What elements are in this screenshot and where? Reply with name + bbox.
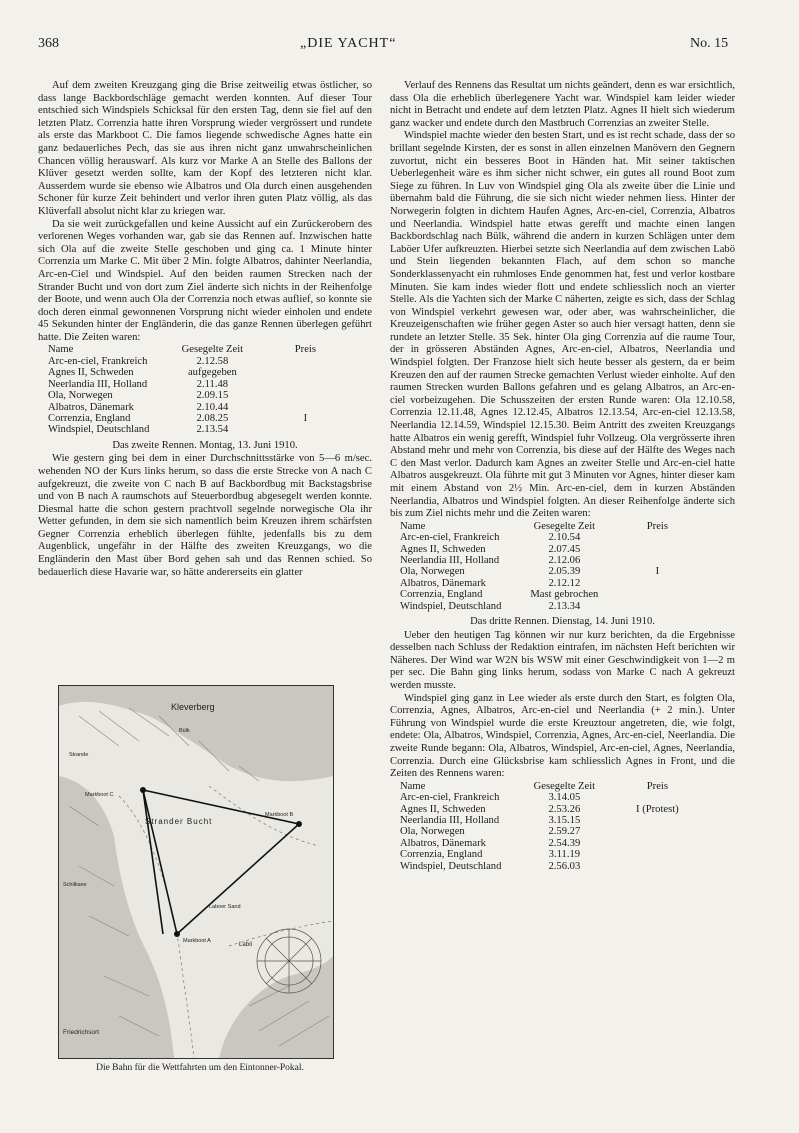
map-label: Strander Bucht [145,817,213,826]
table-cell: I [303,412,308,424]
table-header-row [44,344,339,355]
table-row [396,792,691,803]
paragraph: Wie gestern ging bei dem in einer Durchschnittsstärke von 5—6 m/sec. wehenden NO der Kurs links herum, so dass die erste Strecke von A nach C aufgekreuzt, die zweite von C nach B auf Backbordbug mit Backstagsbrise und von B nach A raumschots auf Steuerbordbug abgesegelt werden konnte. Diesmal hatte die schon gestern prachtvoll segelnde norwegische Ola ihr Wetter gefunden, in dem sie sich namentlich beim Kreuzen ihrem schärfsten Gegner Correnzia erheblich überlegen fühlte, jedenfalls bis zu dem Augenblick, ungefähr in der Hälfte des zweiten Kreuzgangs, wo die Engländerin den Mast über Bord gehen sah und das Rennen schied. So bedauerlich diese Havarie war, so hätte andererseits ein glatter [38,453,372,578]
table-cell: 3.14.05 [548,792,581,804]
table-cell: 2.12.06 [548,555,581,566]
table-row [44,413,339,424]
table-cell [623,815,691,826]
table-cell [623,555,691,566]
table-cell [623,838,691,849]
map-label: Kleverberg [171,702,215,712]
table-row [396,838,691,849]
results-table-1 [44,344,339,435]
table-cell [623,601,691,612]
table-cell: Agnes II, Schweden [48,367,134,379]
table-cell: Correnzia, England [400,849,483,861]
table-cell [271,367,339,378]
table-cell: Windspiel, Deutschland [400,600,502,612]
map-label: Bülk [179,728,190,734]
right-column [390,80,735,875]
table-row [396,826,691,837]
table-row [44,402,339,413]
map-label: Labö [239,942,253,948]
table-cell [623,826,691,837]
table-row [396,555,691,566]
table-row [44,379,339,390]
land-east [219,956,333,1058]
paragraph: Ueber den heutigen Tag können wir nur kurz berichten, da die Ergebnisse desselben nach Schluss der Redaktion eintrafen, im nächsten Heft berichten wir Näheres. Der Wind war W2N bis WSW mit einer Geschwindigkeit von 1—2 m per sec. Die Bahn ging links herum, sodass von Marke C nach A gekreuzt werden musste. [390,629,735,691]
table-cell: Windspiel, Deutschland [400,860,502,872]
section-heading: Das zweite Rennen. Montag, 13. Juni 1910. [112,439,298,451]
table-row [44,424,339,435]
table-header-row [396,521,691,532]
land-north [59,686,333,781]
paragraph: Windspiel ging ganz in Lee wieder als erste durch den Start, es folgten Ola, Correnzia, Agnes, Albatros, Arc-en-ciel und Neerlandia (+ 2 min.). Unter Führung von Windspiel wurde die erste Kreuztour angetreten, die, wie folgt, endete: Ola, Albatros, Windspiel, Correnzia, Agnes, Arc-en-ciel, Neerlandia. Die zweite Runde begann: Ola, Albatros, Windspiel, Arc-en-ciel, Agnes, Neerlandia, Correnzia. Durch eine Glücksbrise kam schliesslich Agnes in Front, und die Zeiten des Rennens waren: [390,692,735,780]
table-cell [271,356,339,367]
table-cell: Arc-en-ciel, Frankreich [48,355,148,367]
table-cell: Mast gebrochen [530,589,599,601]
table-cell: 2.13.34 [548,600,581,612]
results-table-2 [396,521,691,612]
table-cell: Neerlandia III, Holland [48,378,148,390]
table-row [396,601,691,612]
table-cell: 2.07.45 [548,543,581,555]
map-label: Laboer Sand [209,904,241,910]
table-row [396,815,691,826]
table-cell: Agnes II, Schweden [400,543,486,555]
column-header: Preis [646,780,668,792]
table-cell: Arc-en-ciel, Frankreich [400,792,500,804]
section-heading: Das dritte Rennen. Dienstag, 14. Juni 1910. [470,616,655,628]
table-cell: I [655,566,660,578]
map-label: Strande [69,752,89,758]
table-cell [271,390,339,401]
table-row [44,390,339,401]
table-cell: Neerlandia III, Holland [400,814,500,826]
paragraph: Da sie weit zurückgefallen und keine Aussicht auf ein Zurückerobern des verlorenen Weges vorhanden war, gab sie das Rennen auf. Inzwischen hatte sich Ola auf die zweite Stelle geschoben und ging ca. 1 Minute hinter Correnzia um Marke C. Mit über 2 Min. folgte Albatros, dahinter Neerlandia, Arc-en-Ciel und Windspiel. Auf den beiden raumen Strecken nach der Strander Bucht und von dort zum Ziel änderte sich nichts in der Reihenfolge der Boote, und wenn auch Ola der Correnzia noch etwas auflief, so konnte sie doch deren einmal gewonnenen Vorsprung nicht wieder einholen und endete 45 Sekunden hinter der Engländerin, die das ganze Rennen überlegen geführt hatte. Die Zeiten waren: [38,218,372,343]
mark-b [296,821,302,827]
table-row [396,589,691,600]
table-cell: Correnzia, England [48,412,131,424]
column-header: Name [400,520,426,532]
left-column [38,80,372,579]
table-row [44,367,339,378]
table-cell: 3.15.15 [548,814,581,826]
table-cell: 2.54.39 [548,837,581,849]
table-row [396,544,691,555]
table-cell: 2.13.54 [196,424,229,436]
table-cell: 2.12.12 [548,577,581,589]
map-label: Markboot A [183,938,211,944]
column-header: Preis [646,520,668,532]
results-table-3 [396,781,691,872]
table-cell: 2.12.58 [196,355,229,367]
table-cell [623,792,691,803]
column-header: Gesegelte Zeit [533,520,596,532]
paragraph: Windspiel machte wieder den besten Start, und es ist recht schade, dass der so brillant segelnde Kirsten, der es sonst in allen einzelnen Manövern den Gegnern zuvortut, nicht ein besseres Boot in Händen hat. Mit seiner taktischen Ueberlegenheit wäre es ihm sicher nicht schwer, ein gutes all round Boot zum Siege zu führen. In Luv von Windspiel ging Ola als zweite über die Linie und übernahm bald die Führung, die sie sich nicht wieder nehmen liess. Hinter der Norwegerin folgten in dichtem Haufen Agnes, Arc-en-ciel, Correnzia, Albatros und Neerlandia. Windspiel hatte etwas gerefft und machte einen langen Backbordschlag nach Bülk, während die andern in kurzen Schlägen unter dem Laböer Ufer aufkreuzten. Hierbei setzte sich Neerlandia auf dem zwischen Labö und Stein liegenden bekannten Flach, auf dem schon so manche Sonderklassenyacht ein ruhmloses Ende genommen hat, fest und verlor kostbare Minuten. Sie kam indes wieder flott und endete schliesslich noch an vierter Stelle. Als die Yachten sich der Marke C näherten, zeigte es sich, dass der Schlag von Windspiel verkehrt gewesen war, oder aber, was wahrscheinlicher, die Kreuzeigenschaften wie früher gegen Aster so auch hier versagt hatten, denn sie rundete an letzter Stelle. 35 Sek. hinter Ola ging Correnzia auf die raume Tour, der in grösseren Abständen Agnes, Arc-en-ciel, Albatros, Neerlandia und Windspiel folgten. Der Franzose hielt sich heute besser als gestern, da er beim Kreuzen den auf der raumen Strecke gemachten Verlust wieder einholte. Auf den raumen Strecken wurden Ballons gefahren und es gelang Albatros, an Arc-en-ciel vorbeizugehen. Die Schusszeiten der ersten Runde waren: Ola 12.10.58, Correnzia 12.11.48, Agnes 12.12.45, Albatros 12.13.54, Arc-en-ciel 12.13.58, Neerlandia 12.14.59, Windspiel 12.15.30. Beim Antritt des zweiten Kreuzgangs hatte Albatros ein wenig gerefft, Windspiel fuhr Vollzeug. Ola vergrösserte ihren Abstand mehr und mehr von Correnzia, bis diese auf der Hälfte des Weges nach C den Mast verlor. Dadurch kam Agnes an zweiter Stelle und Arc-en-ciel hatte Albatros ausgekreuzt. Ola führte mit gut 3 Minuten vor Agnes, hinter dieser kam mit einem Abstand von 2½ Min. Arc-en-ciel, dem in kurzen Abständen Neerlandia, Albatros und Windspiel folgten. An dieser Reihenfolge änderte sich bis zum Ziel nichts mehr und die Zeiten waren: [390,130,735,520]
paragraph: Auf dem zweiten Kreuzgang ging die Brise zeitweilig etwas östlicher, so dass lange Backbordschläge gemacht werden konnten. Auf dieser Tour entschied sich Windspiels Schicksal für den ersten Tag, denn sie fiel auf den letzten Platz. Correnzia hatte ihren Vorsprung wieder vergrössert und rundete als erste das Markboot C. Die famos liegende schwedische Agnes hatte ein ganz bedauerliches Pech, das sie aus ihren nicht ganz unwahrscheinlichen Chancen völlig herauswarf. Als kurz vor Marke A an Stelle des Ballons der Klüver gesetzt werden sollte, kam der Kopf des letzteren nicht klar. Ausserdem wurde sie ebenso wie Albatros und Ola durch einen ausgehenden Schoner für kurze Zeit behindert und verlor ihren guten Platz völlig, als das Klüverfall absolut nicht klar zu kriegen war. [38,80,372,217]
table-cell: Windspiel, Deutschland [48,424,150,436]
table-cell: 2.05.39 [548,566,581,578]
map-label: Schilksee [63,882,87,888]
table-row [396,532,691,543]
table-row [396,804,691,815]
column-header: Gesegelte Zeit [533,780,596,792]
table-cell: 2.11.48 [196,378,229,390]
map-label: Markboot B [265,812,294,818]
course-map [58,685,334,1059]
table-row [396,849,691,860]
table-cell: Albatros, Dänemark [400,837,486,849]
issue-number: No. 15 [690,36,729,51]
table-cell: Correnzia, England [400,589,483,601]
table-cell: 2.53.26 [548,803,581,815]
map-label: Markboot C [85,792,114,798]
table-header-row [396,781,691,792]
table-cell: I (Protest) [636,803,679,815]
table-cell: Albatros, Dänemark [400,577,486,589]
table-cell: 3.11.19 [548,849,581,861]
mark-c [140,787,146,793]
table-cell: 2.09.15 [196,390,229,402]
table-cell [623,849,691,860]
paragraph: Verlauf des Rennens das Resultat um nichts geändert, denn es war ersichtlich, dass Ola die erheblich überlegenere Yacht war. Windspiel kam leider wieder nicht in Betracht und endete auf dem letzten Platz. Agnes II hielt sich wiederum ganz wacker und endete durch den Mastbruch Correnzias an zweiter Stelle. [390,80,735,129]
table-cell: Albatros, Dänemark [48,401,134,413]
course-map-drawing [59,686,333,1058]
column-header: Preis [294,344,316,356]
table-cell [623,578,691,589]
table-cell [623,544,691,555]
table-cell: Arc-en-ciel, Frankreich [400,532,500,544]
table-cell: Agnes II, Schweden [400,803,486,815]
table-cell: 2.56.03 [548,860,581,872]
table-cell [271,424,339,435]
table-cell: 2.10.54 [548,532,581,544]
table-row [396,566,691,577]
table-cell: 2.10.44 [196,401,229,413]
table-row [396,578,691,589]
table-cell [623,861,691,872]
table-cell: 2.08.25 [196,412,229,424]
table-cell [271,402,339,413]
table-cell: aufgegeben [187,367,237,379]
table-cell: Ola, Norwegen [48,390,113,402]
table-row [44,356,339,367]
map-label: Friedrichsort [63,1029,100,1036]
table-cell: Ola, Norwegen [400,826,465,838]
table-cell: Neerlandia III, Holland [400,555,500,566]
compass-rose [257,929,321,993]
table-cell [623,532,691,543]
table-cell: 2.59.27 [548,826,581,838]
page-number: 368 [38,36,59,51]
figure-caption: Die Bahn für die Wettfahrten um den Eintonner-Pokal. [96,1063,304,1073]
table-cell [271,379,339,390]
table-cell [623,589,691,600]
table-cell: Ola, Norwegen [400,566,465,578]
mark-a [174,931,180,937]
column-header: Name [48,344,74,356]
column-header: Gesegelte Zeit [181,344,244,356]
column-header: Name [400,780,426,792]
journal-title: „DIE YACHT“ [300,36,397,51]
table-row [396,861,691,872]
